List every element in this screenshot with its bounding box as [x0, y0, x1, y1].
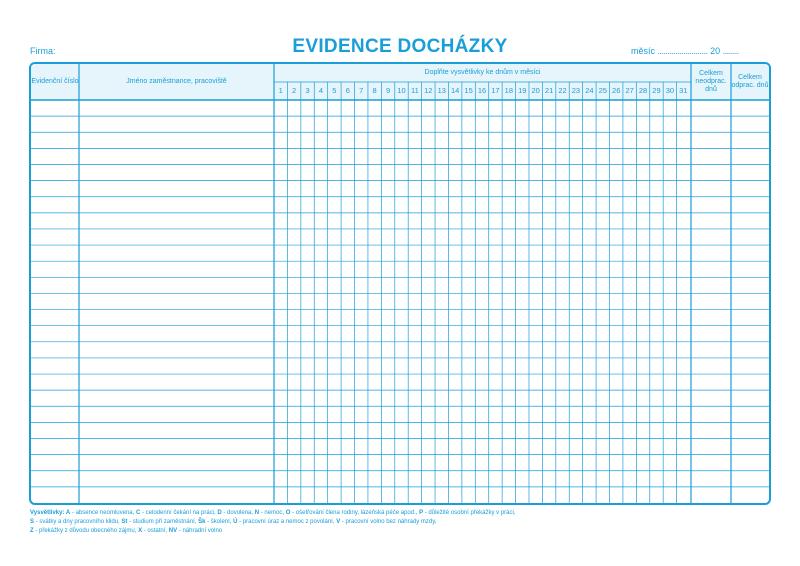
header-celkem-odprac: Celkem odprac. dnů	[731, 74, 769, 89]
firma-label: Firma:	[30, 46, 56, 56]
day-number-26: 26	[612, 86, 621, 95]
legend-code: Šk	[198, 519, 206, 525]
header-days-caption: Doplňte vysvětlivky ke dnům v měsíci	[424, 69, 541, 76]
legend-code: C	[135, 510, 141, 516]
mesic-blank[interactable]: .........................	[657, 46, 708, 56]
legend-code: Ú	[233, 519, 238, 525]
day-number-11: 11	[410, 86, 419, 95]
day-number-31: 31	[679, 86, 688, 95]
mesic-label: měsíc	[631, 46, 656, 56]
legend-text: - nemoc,	[259, 510, 286, 516]
legend-code: D	[217, 510, 222, 516]
legend-text: - studium při zaměstnání,	[127, 519, 199, 525]
year-blank[interactable]: ........	[722, 46, 739, 56]
legend-text: - pracovní volno bez náhrady mzdy,	[340, 519, 437, 525]
legend-text: - pracovní úraz a nemoc z povolání,	[237, 519, 337, 525]
header-jmeno: Jméno zaměstnance, pracoviště	[126, 78, 227, 85]
year-prefix: 20	[710, 46, 721, 56]
legend	[30, 509, 780, 536]
header-evidencni-cislo: Evidenční číslo	[31, 78, 79, 85]
day-number-24: 24	[585, 86, 594, 95]
day-number-7: 7	[359, 86, 364, 95]
day-number-15: 15	[464, 86, 473, 95]
legend-code: St	[121, 519, 128, 525]
day-number-17: 17	[491, 86, 500, 95]
legend-line-2	[30, 518, 780, 527]
day-number-23: 23	[571, 86, 581, 95]
legend-text: - překážky z důvodu obecného zájmu,	[33, 528, 139, 534]
month-year-field	[631, 46, 739, 56]
form-header	[0, 0, 800, 60]
legend-code: P	[419, 510, 424, 516]
page-title: EVIDENCE DOCHÁZKY	[292, 36, 508, 57]
legend-text: - důležité osobní překážky v práci,	[423, 510, 516, 516]
legend-text: - náhradní volno	[177, 528, 223, 534]
day-number-12: 12	[424, 86, 433, 95]
day-number-9: 9	[385, 86, 391, 95]
day-number-18: 18	[504, 86, 513, 95]
day-number-8: 8	[372, 86, 377, 95]
day-number-20: 20	[531, 86, 540, 95]
day-number-2: 2	[292, 86, 297, 95]
legend-text: - dovolena,	[221, 510, 255, 516]
day-number-22: 22	[558, 86, 567, 95]
day-number-29: 29	[652, 86, 661, 95]
day-number-27: 27	[625, 86, 634, 95]
legend-text: - školení,	[205, 519, 234, 525]
day-number-25: 25	[598, 86, 607, 95]
legend-text: - absence neomluvena,	[70, 510, 136, 516]
day-number-1: 1	[278, 86, 283, 95]
legend-code: O	[285, 510, 291, 516]
day-number-13: 13	[437, 86, 446, 95]
day-number-14: 14	[450, 86, 460, 95]
legend-text: - ošetřování člena rodiny, lázeňská péče apod.,	[290, 510, 420, 516]
day-number-30: 30	[665, 86, 675, 95]
day-number-19: 19	[518, 86, 527, 95]
day-number-16: 16	[477, 86, 487, 95]
day-number-21: 21	[544, 86, 554, 95]
legend-code: N	[254, 510, 260, 516]
legend-text: - celodenní čekání na práci,	[140, 510, 218, 516]
legend-code: Z	[30, 528, 34, 534]
legend-code: X	[138, 528, 143, 534]
legend-line-1	[30, 509, 780, 518]
legend-code: V	[336, 519, 341, 525]
day-number-28: 28	[638, 86, 648, 95]
legend-code: S	[30, 519, 35, 525]
legend-line-3	[30, 527, 780, 536]
table-grid	[31, 64, 771, 505]
legend-code: Vysvětlivky: A	[30, 510, 71, 516]
legend-code: NV	[168, 528, 178, 534]
legend-text: - svátky a dny pracovního klidu,	[34, 519, 122, 525]
header-celkem-neodprac: Celkem neodprac. dnů	[695, 70, 727, 93]
day-number-4: 4	[318, 86, 324, 95]
attendance-table	[29, 62, 771, 505]
day-number-6: 6	[345, 86, 350, 95]
day-number-3: 3	[305, 86, 310, 95]
day-number-10: 10	[397, 86, 406, 95]
legend-text: - ostatní,	[142, 528, 169, 534]
day-number-5: 5	[332, 86, 337, 95]
